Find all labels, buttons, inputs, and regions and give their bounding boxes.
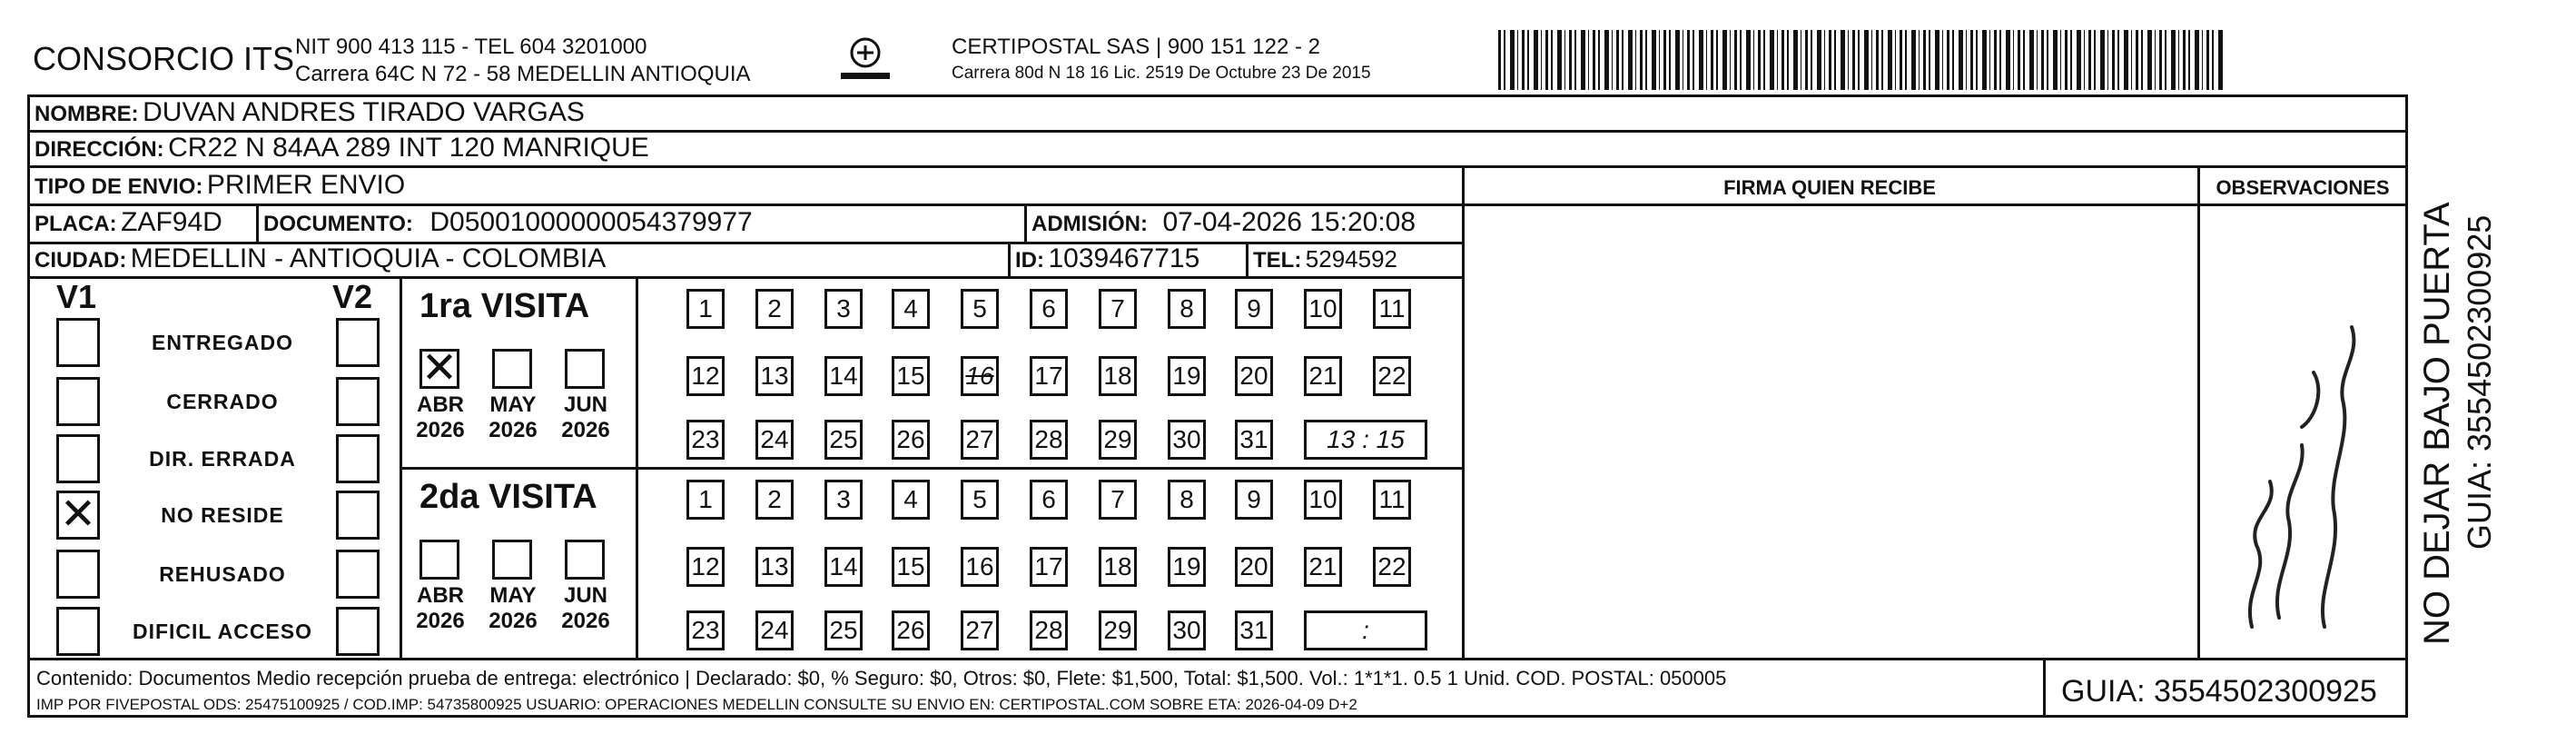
status-option-label: REHUSADO — [159, 562, 286, 586]
placa-label: PLACA: — [35, 212, 117, 236]
month-year: 2026 — [416, 418, 465, 442]
day-box[interactable]: 12 — [686, 356, 725, 396]
company-nit-line: NIT 900 413 115 - TEL 604 3201000 — [295, 35, 647, 59]
day-box[interactable]: 2 — [755, 480, 794, 520]
day-box[interactable]: 7 — [1099, 480, 1137, 520]
day-box[interactable]: 4 — [892, 480, 930, 520]
company-address-line: Carrera 64C N 72 - 58 MEDELLIN ANTIOQUIA — [295, 62, 751, 86]
day-box[interactable]: 11 — [1373, 480, 1411, 520]
v2-checkbox[interactable] — [336, 491, 380, 540]
day-box[interactable]: 24 — [755, 420, 794, 460]
carrier-line: CERTIPOSTAL SAS | 900 151 122 - 2 — [952, 35, 1320, 59]
tipo-envio-value: PRIMER ENVIO — [206, 170, 406, 200]
barcode — [1498, 30, 2225, 90]
month-label — [407, 583, 474, 634]
day-box[interactable]: 1 — [686, 480, 725, 520]
month-name: JUN — [563, 392, 607, 417]
time-box[interactable]: 13 : 15 — [1304, 420, 1427, 460]
admision-label: ADMISIÓN: — [1031, 212, 1148, 236]
day-box[interactable]: 26 — [892, 610, 930, 650]
month-label — [479, 392, 547, 443]
day-box[interactable]: 18 — [1099, 547, 1137, 587]
side-notice: NO DEJAR BAJO PUERTA — [2417, 202, 2457, 645]
day-box[interactable]: 8 — [1168, 289, 1206, 329]
day-box[interactable]: 2 — [755, 289, 794, 329]
footer-print-info: IMP POR FIVEPOSTAL ODS: 25475100925 / COD.IMP: 54735800925 USUARIO: OPERACIONES MEDELLIN CONSULTE SU ENVIO EN: CERTIPOSTAL.COM SOBRE ETA: 2026-04-09 D+2 — [36, 696, 1357, 713]
day-box[interactable]: 17 — [1030, 356, 1068, 396]
month-checkbox[interactable] — [565, 540, 605, 580]
day-box[interactable]: 6 — [1030, 480, 1068, 520]
day-box[interactable]: 5 — [961, 289, 999, 329]
v1-checkbox[interactable] — [56, 318, 100, 367]
visit-title: 2da VISITA — [419, 478, 597, 516]
month-label — [552, 583, 619, 634]
status-option-label: DIFICIL ACCESO — [132, 620, 312, 643]
day-box[interactable]: 22 — [1373, 547, 1411, 587]
tel-field — [1253, 245, 1397, 273]
day-box[interactable]: 25 — [824, 610, 863, 650]
day-box[interactable]: 19 — [1168, 356, 1206, 396]
observaciones-header: OBSERVACIONES — [2216, 176, 2390, 199]
month-label — [407, 392, 474, 443]
nombre-row — [35, 97, 585, 128]
month-year: 2026 — [489, 609, 538, 633]
tel-label: TEL: — [1253, 248, 1302, 273]
direccion-row — [35, 133, 649, 164]
month-checkbox[interactable] — [492, 349, 532, 389]
month-label — [479, 583, 547, 634]
day-box[interactable]: 14 — [824, 547, 863, 587]
month-checkbox[interactable]: ✕ — [420, 344, 459, 392]
direccion-label: DIRECCIÓN: — [35, 137, 164, 162]
id-value: 1039467715 — [1048, 243, 1200, 273]
day-box[interactable]: 22 — [1373, 356, 1411, 396]
v2-checkbox[interactable] — [336, 434, 380, 483]
day-box[interactable]: 8 — [1168, 480, 1206, 520]
day-box[interactable]: 11 — [1373, 289, 1411, 329]
day-box[interactable]: 16 — [961, 547, 999, 587]
day-box[interactable]: 3 — [824, 480, 863, 520]
direccion-value: CR22 N 84AA 289 INT 120 MANRIQUE — [168, 133, 649, 163]
v1-header: V1 — [56, 278, 97, 315]
day-box[interactable]: 27 — [961, 610, 999, 650]
day-box[interactable]: 9 — [1235, 480, 1273, 520]
nombre-value: DUVAN ANDRES TIRADO VARGAS — [143, 97, 585, 127]
month-name: ABR — [417, 583, 464, 608]
side-guia: GUIA: 3554502300925 — [2461, 214, 2498, 550]
day-box[interactable]: 12 — [686, 547, 725, 587]
ciudad-label: CIUDAD: — [35, 248, 127, 273]
day-box[interactable]: 23 — [686, 610, 725, 650]
status-option-label: DIR. ERRADA — [149, 447, 296, 471]
day-box[interactable]: 7 — [1099, 289, 1137, 329]
month-name: MAY — [489, 583, 537, 608]
firma-header: FIRMA QUIEN RECIBE — [1723, 176, 1936, 199]
v1-checkbox[interactable] — [56, 377, 100, 426]
month-checkbox[interactable] — [565, 349, 605, 389]
tipo-envio-row — [35, 170, 405, 201]
company-name: CONSORCIO ITS — [33, 40, 295, 77]
visit-title: 1ra VISITA — [419, 287, 590, 325]
carrier-address-line: Carrera 80d N 18 16 Lic. 2519 De Octubre 23 De 2015 — [952, 64, 1371, 83]
day-box[interactable]: 20 — [1235, 547, 1273, 587]
documento-value: D05001000000054379977 — [429, 207, 753, 237]
observation-handwriting — [2216, 282, 2379, 645]
v1-checkbox[interactable] — [56, 434, 100, 483]
day-box[interactable]: 21 — [1304, 547, 1342, 587]
footer-contents: Contenido: Documentos Medio recepción prueba de entrega: electrónico | Declarado: $0, % Seguro: $0, Otros: $0, Flete: $1,500, Total: $1,500. Vol.: 1*1*1. 0.5 1 Unid. COD. POSTAL: 050005 — [36, 667, 1727, 690]
day-box[interactable]: 6 — [1030, 289, 1068, 329]
admision-field — [1031, 207, 1416, 238]
day-box[interactable]: 20 — [1235, 356, 1273, 396]
day-box[interactable]: 28 — [1030, 610, 1068, 650]
day-box[interactable]: 26 — [892, 420, 930, 460]
tel-value: 5294592 — [1305, 245, 1398, 273]
time-box[interactable]: : — [1304, 610, 1427, 650]
day-box[interactable]: 3 — [824, 289, 863, 329]
day-box[interactable]: 31 — [1235, 610, 1273, 650]
documento-label: DOCUMENTO: — [263, 212, 413, 236]
day-box[interactable]: 16 — [961, 356, 999, 396]
id-label: ID: — [1015, 248, 1044, 273]
month-year: 2026 — [561, 418, 610, 442]
day-box[interactable]: 5 — [961, 480, 999, 520]
day-box[interactable]: 25 — [824, 420, 863, 460]
placa-field — [35, 207, 222, 238]
day-box[interactable]: 13 — [755, 547, 794, 587]
day-box[interactable]: 31 — [1235, 420, 1273, 460]
month-name: JUN — [563, 583, 607, 608]
month-label — [552, 392, 619, 443]
day-box[interactable]: 29 — [1099, 420, 1137, 460]
status-option-label: ENTREGADO — [152, 331, 293, 354]
day-box[interactable]: 13 — [755, 356, 794, 396]
day-box[interactable]: 10 — [1304, 289, 1342, 329]
month-name: MAY — [489, 392, 537, 417]
documento-field — [263, 207, 753, 238]
footer-guia: GUIA: 3554502300925 — [2061, 674, 2377, 709]
v1-checkbox[interactable]: ✕ — [56, 491, 100, 540]
v2-header: V2 — [332, 278, 373, 315]
ciudad-field — [35, 243, 606, 274]
v1-checkbox[interactable] — [56, 550, 100, 599]
status-option-label: NO RESIDE — [161, 503, 284, 527]
id-field — [1015, 243, 1199, 274]
day-box[interactable]: 30 — [1168, 610, 1206, 650]
month-year: 2026 — [416, 609, 465, 633]
v1-checkbox[interactable] — [56, 607, 100, 656]
admision-value: 07-04-2026 15:20:08 — [1162, 207, 1416, 237]
day-box[interactable]: 17 — [1030, 547, 1068, 587]
day-box[interactable]: 15 — [892, 356, 930, 396]
certipostal-logo — [834, 35, 897, 89]
day-box[interactable]: 24 — [755, 610, 794, 650]
month-year: 2026 — [561, 609, 610, 633]
day-box[interactable]: 27 — [961, 420, 999, 460]
placa-value: ZAF94D — [121, 207, 222, 237]
day-box[interactable]: 14 — [824, 356, 863, 396]
day-box[interactable]: 18 — [1099, 356, 1137, 396]
month-name: ABR — [417, 392, 464, 417]
day-box[interactable]: 4 — [892, 289, 930, 329]
v2-checkbox[interactable] — [336, 607, 380, 656]
day-box[interactable]: 29 — [1099, 610, 1137, 650]
day-box[interactable]: 21 — [1304, 356, 1342, 396]
day-box[interactable]: 30 — [1168, 420, 1206, 460]
v2-checkbox[interactable] — [336, 318, 380, 367]
v2-checkbox[interactable] — [336, 377, 380, 426]
day-box[interactable]: 23 — [686, 420, 725, 460]
tipo-envio-label: TIPO DE ENVIO: — [35, 174, 203, 199]
day-box[interactable]: 9 — [1235, 289, 1273, 329]
ciudad-value: MEDELLIN - ANTIOQUIA - COLOMBIA — [130, 243, 607, 273]
status-option-label: CERRADO — [166, 390, 279, 413]
day-box[interactable]: 19 — [1168, 547, 1206, 587]
month-checkbox[interactable] — [419, 540, 459, 580]
v2-checkbox[interactable] — [336, 550, 380, 599]
day-box[interactable]: 10 — [1304, 480, 1342, 520]
month-year: 2026 — [489, 418, 538, 442]
nombre-label: NOMBRE: — [35, 102, 139, 126]
month-checkbox[interactable] — [492, 540, 532, 580]
day-box[interactable]: 1 — [686, 289, 725, 329]
day-box[interactable]: 28 — [1030, 420, 1068, 460]
day-box[interactable]: 15 — [892, 547, 930, 587]
